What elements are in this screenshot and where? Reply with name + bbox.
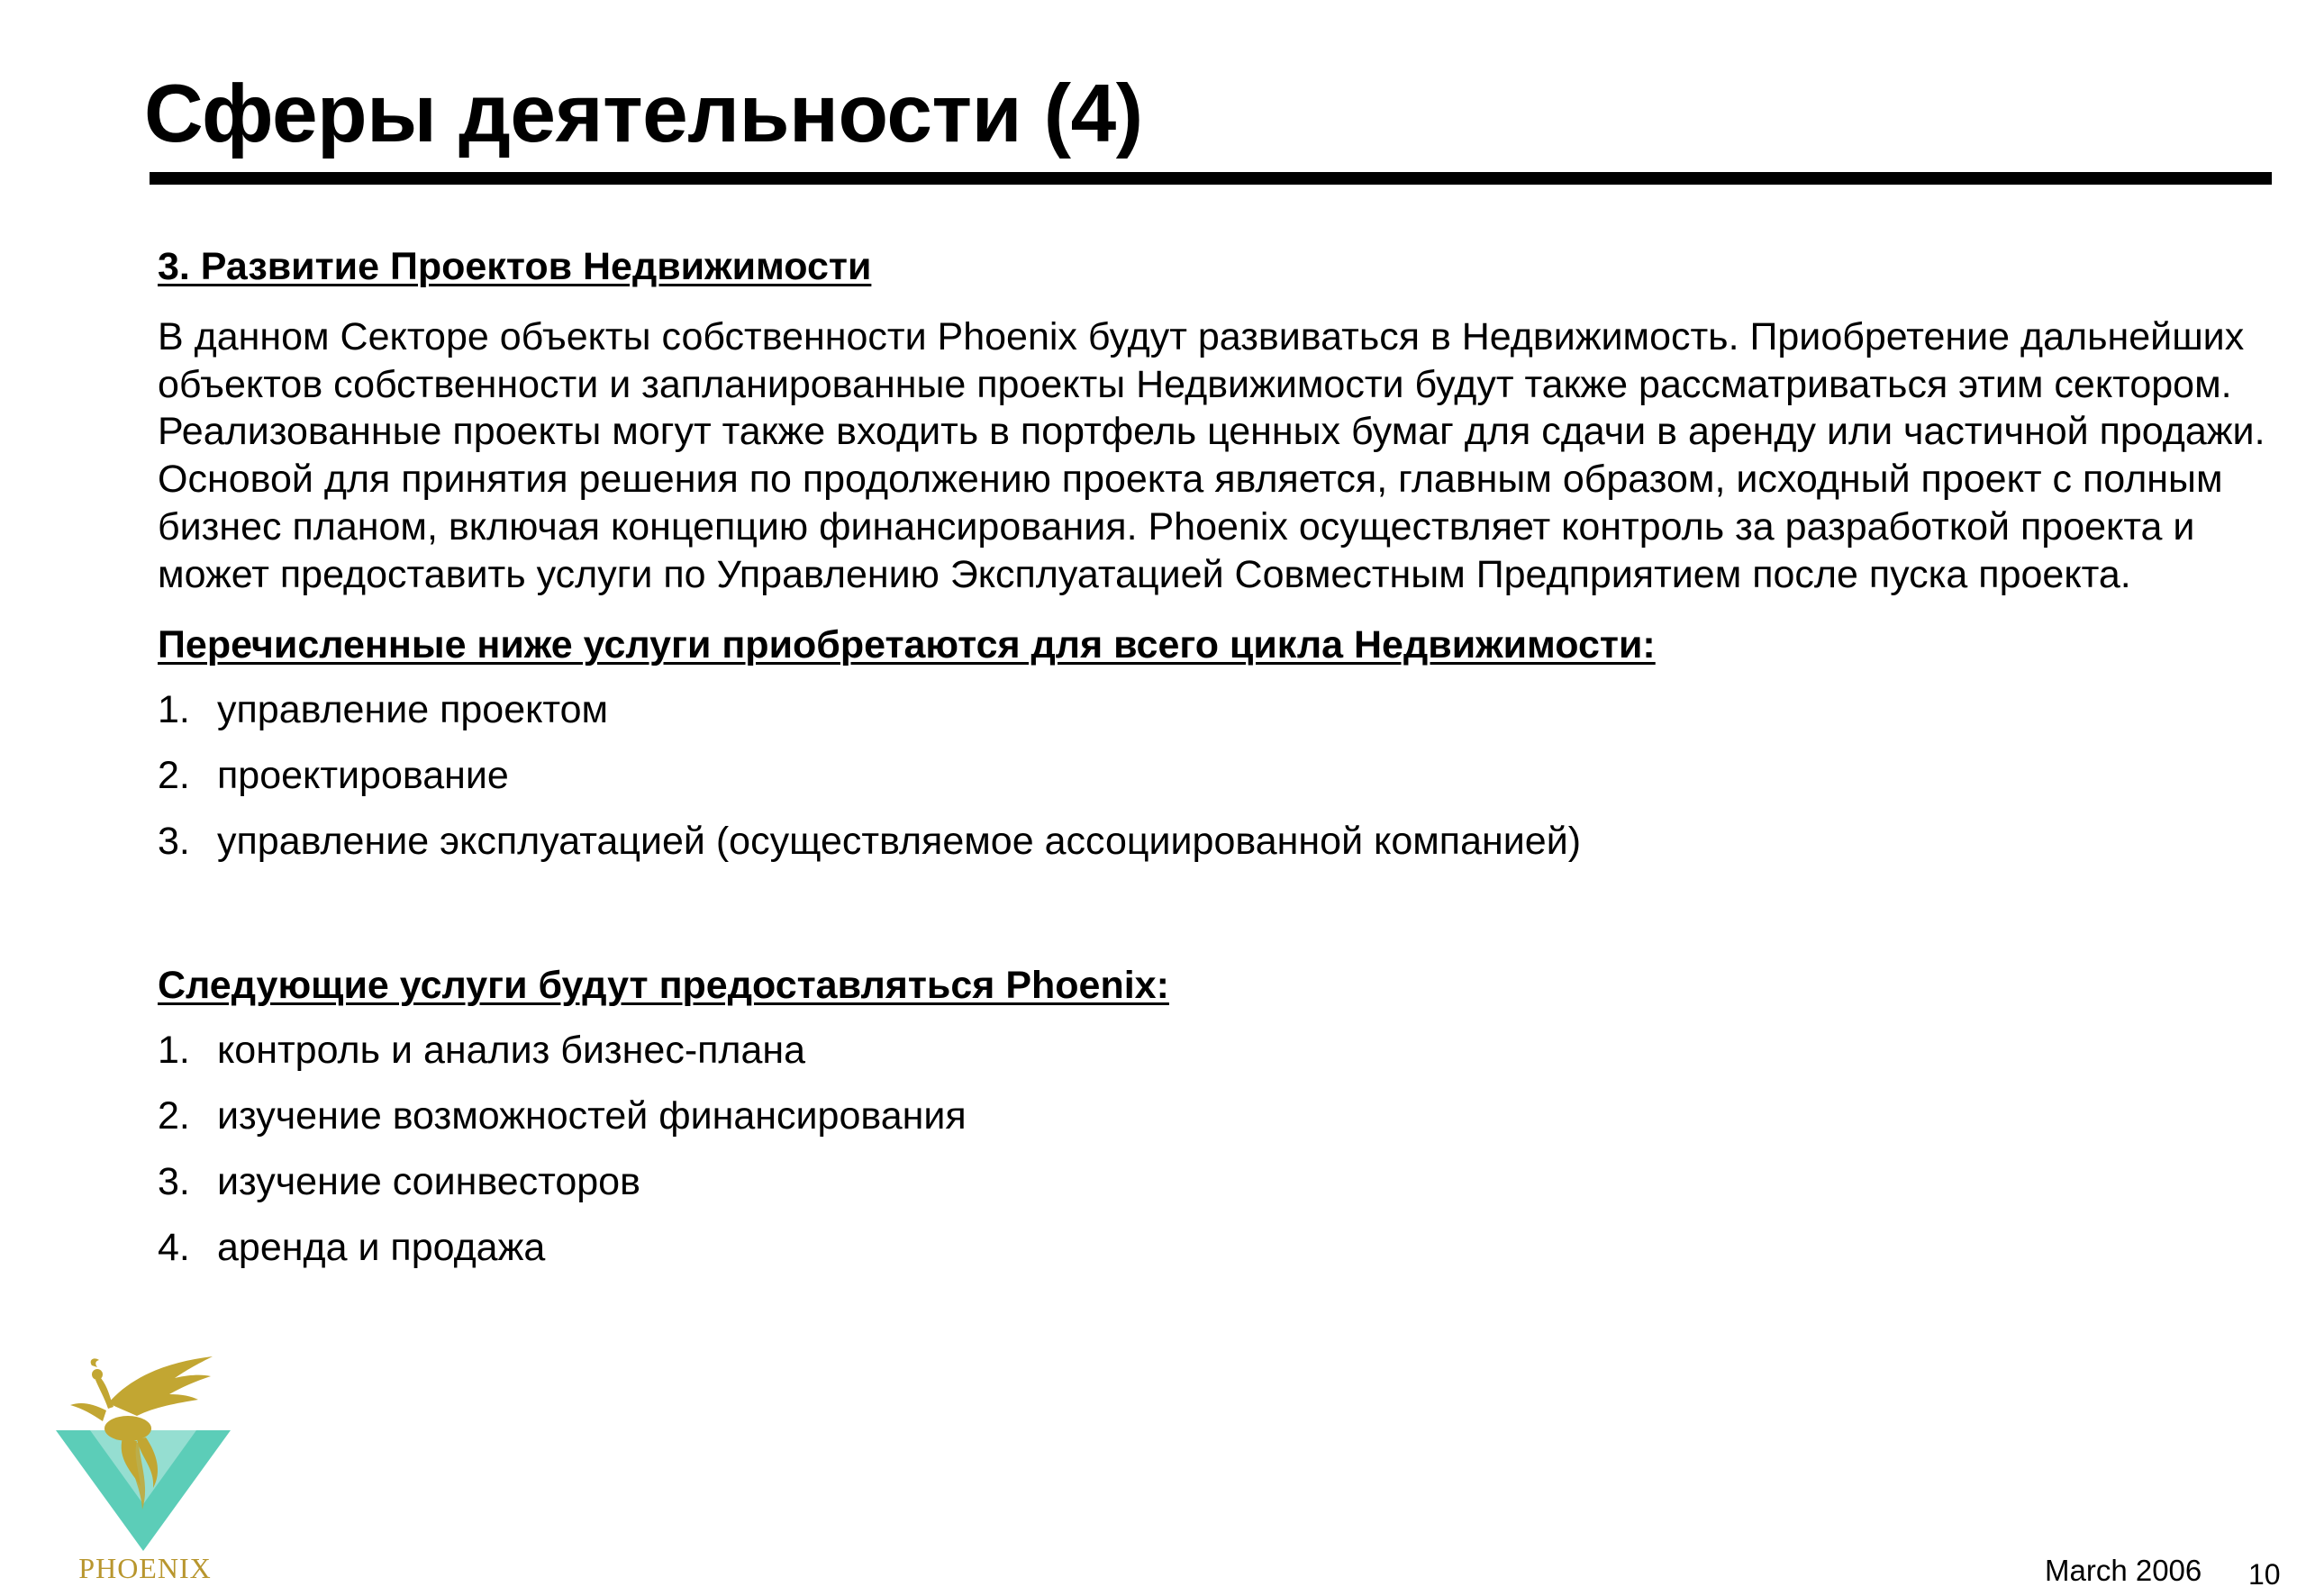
list-item: [158, 683, 2292, 737]
list-item-text: контроль и анализ бизнес-плана: [217, 1029, 806, 1073]
logo-wordmark: PHOENIX: [78, 1552, 212, 1584]
list-item-number: 3.: [158, 820, 190, 864]
list-item-number: 2.: [158, 754, 190, 798]
list-item: [158, 1023, 2292, 1077]
section-heading: 3. Развитие Проектов Недвижимости: [158, 245, 872, 288]
page-number: 10: [2248, 1558, 2281, 1591]
phoenix-logo-icon: [50, 1351, 240, 1585]
list-item: [158, 1155, 2292, 1209]
list-item-text: изучение возможностей финансирования: [217, 1094, 967, 1138]
list-item-text: изучение соинвесторов: [217, 1160, 640, 1204]
list-item: [158, 748, 2292, 803]
list-item: [158, 814, 2292, 868]
footer-date: March 2006: [2045, 1554, 2202, 1587]
provided-services-list: [158, 1023, 2292, 1274]
company-logo: [50, 1351, 240, 1585]
list-item-number: 1.: [158, 1029, 190, 1073]
list-item-number: 3.: [158, 1160, 190, 1204]
title-divider: [150, 172, 2272, 185]
list-item-text: управление эксплуатацией (осуществляемое ассоциированной компанией): [217, 820, 1582, 864]
list-item: [158, 1089, 2292, 1143]
section-paragraph: В данном Секторе объекты собственности Phoenix будут развиваться в Недвижимость. Приобретение дальнейших объектов собственности и запланированные проекты Недвижимости будут также рассматриваться этим сектором. Реализованные проекты могут также входить в портфель ценных бумаг для сдачи в аренду или частичной продажи. Основой для принятия решения по продолжению проекта является, главным образом, исходный проект с полным бизнес планом, включая концепцию финансирования. Phoenix осуществляет контроль за разработкой проекта и может предоставить услуги по Управлению Эксплуатацией Совместным Предприятием после пуска проекта.: [158, 315, 2265, 596]
slide-content: [158, 234, 2292, 1274]
acquired-services-heading: Перечисленные ниже услуги приобретаются для всего цикла Недвижимости:: [158, 623, 1656, 667]
list-item-text: управление проектом: [217, 688, 609, 732]
list-item: [158, 1220, 2292, 1274]
list-item-text: аренда и продажа: [217, 1226, 546, 1270]
provided-services-heading: Следующие услуги будут предоставляться Phoenix:: [158, 964, 1169, 1008]
list-item-text: проектирование: [217, 754, 509, 798]
list-item-number: 4.: [158, 1226, 190, 1270]
list-item-number: 1.: [158, 688, 190, 732]
slide-title: Сферы деятельности (4): [144, 68, 1143, 159]
acquired-services-list: [158, 683, 2292, 868]
list-item-number: 2.: [158, 1094, 190, 1138]
